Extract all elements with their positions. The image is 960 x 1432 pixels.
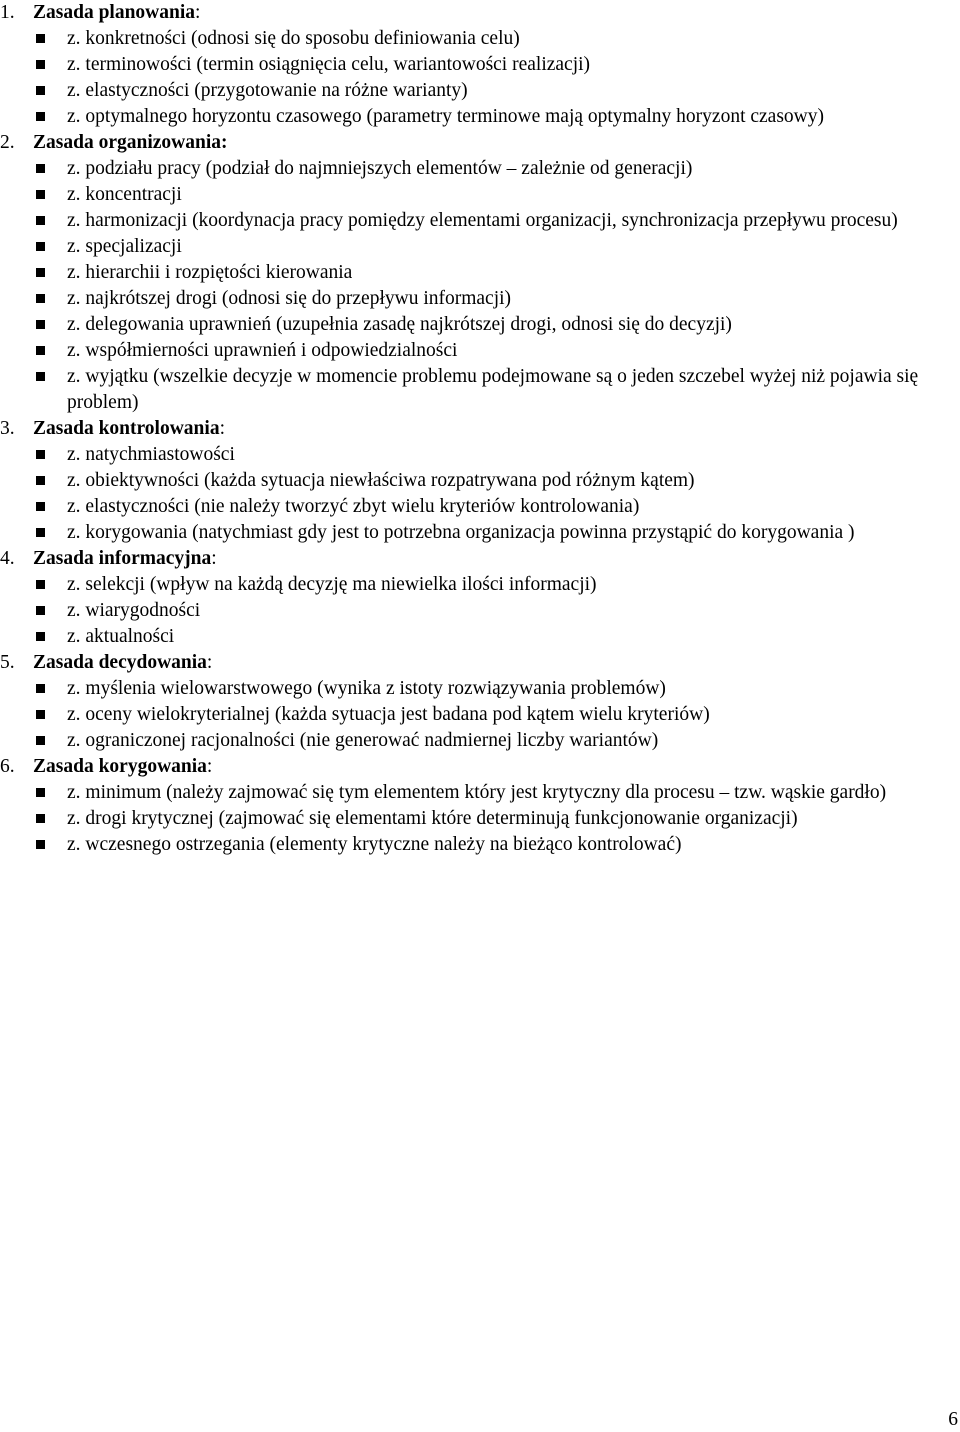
list-item-text: z. elastyczności (nie należy tworzyć zbyt wielu kryteriów kontrolowania) bbox=[67, 496, 640, 517]
section-colon: : bbox=[206, 652, 213, 673]
square-bullet-icon bbox=[36, 34, 45, 43]
section-heading bbox=[0, 754, 960, 780]
list-item-text: z. konkretności (odnosi się do sposobu definiowania celu) bbox=[67, 28, 520, 49]
list-item bbox=[0, 260, 960, 286]
section-number: 4. bbox=[0, 548, 15, 569]
square-bullet-icon bbox=[36, 502, 45, 511]
list-item bbox=[0, 208, 960, 234]
list-item bbox=[0, 832, 960, 858]
square-bullet-icon bbox=[36, 216, 45, 225]
square-bullet-icon bbox=[36, 268, 45, 277]
section-title: Zasada planowania bbox=[33, 2, 196, 23]
square-bullet-icon bbox=[36, 320, 45, 329]
section-title: Zasada organizowania: bbox=[33, 132, 228, 153]
square-bullet-icon bbox=[36, 684, 45, 693]
square-bullet-icon bbox=[36, 372, 45, 381]
section-6 bbox=[0, 754, 960, 858]
section-number: 1. bbox=[0, 2, 15, 23]
list-item-text: z. korygowania (natychmiast gdy jest to potrzebna organizacja powinna przystąpić do korygowania ) bbox=[67, 522, 855, 543]
section-number: 6. bbox=[0, 756, 15, 777]
section-heading bbox=[0, 650, 960, 676]
square-bullet-icon bbox=[36, 60, 45, 69]
square-bullet-icon bbox=[36, 710, 45, 719]
list-item bbox=[0, 104, 960, 130]
section-title: Zasada korygowania bbox=[33, 756, 207, 777]
section-2 bbox=[0, 130, 960, 416]
section-colon: : bbox=[219, 418, 225, 439]
square-bullet-icon bbox=[36, 736, 45, 745]
list-item-text: z. wczesnego ostrzegania (elementy krytyczne należy na bieżąco kontrolować) bbox=[67, 834, 682, 855]
section-title: Zasada decydowania bbox=[33, 652, 207, 673]
list-item-text: z. wiarygodności bbox=[67, 600, 201, 621]
list-item-text: z. ograniczonej racjonalności (nie generować nadmiernej liczby wariantów) bbox=[67, 730, 659, 751]
list-item bbox=[0, 494, 960, 520]
square-bullet-icon bbox=[36, 190, 45, 199]
list-item bbox=[0, 598, 960, 624]
square-bullet-icon bbox=[36, 632, 45, 641]
list-item-text: z. najkrótszej drogi (odnosi się do przepływu informacji) bbox=[67, 288, 512, 309]
list-item-text: z. natychmiastowości bbox=[67, 444, 235, 465]
list-item-text: z. myślenia wielowarstwowego (wynika z istoty rozwiązywania problemów) bbox=[67, 678, 666, 699]
list-item-text: z. delegowania uprawnień (uzupełnia zasadę najkrótszej drogi, odnosi się do decyzji) bbox=[67, 314, 732, 335]
list-item-text: z. drogi krytycznej (zajmować się elementami które determinują funkcjonowanie organizacji) bbox=[67, 808, 798, 829]
square-bullet-icon bbox=[36, 606, 45, 615]
square-bullet-icon bbox=[36, 164, 45, 173]
list-item-text: z. selekcji (wpływ na każdą decyzję ma niewielka ilości informacji) bbox=[67, 574, 597, 595]
section-colon: : bbox=[211, 548, 217, 569]
list-item-text: z. aktualności bbox=[67, 626, 175, 647]
principle-list bbox=[0, 442, 960, 546]
section-title: Zasada kontrolowania bbox=[33, 418, 220, 439]
list-item bbox=[0, 442, 960, 468]
section-heading bbox=[0, 130, 960, 156]
section-1 bbox=[0, 0, 960, 130]
section-4 bbox=[0, 546, 960, 650]
list-item bbox=[0, 676, 960, 702]
list-item-text: z. podziału pracy (podział do najmniejszych elementów – zależnie od generacji) bbox=[67, 158, 693, 179]
principle-list bbox=[0, 26, 960, 130]
square-bullet-icon bbox=[36, 86, 45, 95]
section-title: Zasada informacyjna bbox=[33, 548, 212, 569]
section-3 bbox=[0, 416, 960, 546]
section-heading bbox=[0, 416, 960, 442]
list-item-text: z. terminowości (termin osiągnięcia celu, wariantowości realizacji) bbox=[67, 54, 591, 75]
page-number: 6 bbox=[948, 1409, 958, 1430]
list-item bbox=[0, 572, 960, 598]
list-item-text: z. koncentracji bbox=[67, 184, 182, 205]
list-item-text: z. harmonizacji (koordynacja pracy pomiędzy elementami organizacji, synchronizacja przepływu procesu) bbox=[67, 210, 898, 231]
section-colon: : bbox=[195, 2, 201, 23]
square-bullet-icon bbox=[36, 476, 45, 485]
square-bullet-icon bbox=[36, 450, 45, 459]
square-bullet-icon bbox=[36, 580, 45, 589]
list-item-text: z. współmierności uprawnień i odpowiedzialności bbox=[67, 340, 458, 361]
square-bullet-icon bbox=[36, 788, 45, 797]
list-item bbox=[0, 182, 960, 208]
list-item bbox=[0, 364, 960, 416]
square-bullet-icon bbox=[36, 242, 45, 251]
list-item bbox=[0, 338, 960, 364]
list-item bbox=[0, 78, 960, 104]
list-item-text: z. obiektywności (każda sytuacja niewłaściwa rozpatrywana pod różnym kątem) bbox=[67, 470, 695, 491]
section-number: 3. bbox=[0, 418, 15, 439]
principle-list bbox=[0, 780, 960, 858]
section-number: 5. bbox=[0, 652, 15, 673]
list-item bbox=[0, 624, 960, 650]
list-item bbox=[0, 52, 960, 78]
section-number: 2. bbox=[0, 132, 15, 153]
list-item-text: z. elastyczności (przygotowanie na różne warianty) bbox=[67, 80, 468, 101]
list-item-text: z. optymalnego horyzontu czasowego (parametry terminowe mają optymalny horyzont czasowy) bbox=[67, 106, 824, 127]
list-item-text: z. hierarchii i rozpiętości kierowania bbox=[67, 262, 353, 283]
list-item bbox=[0, 728, 960, 754]
list-item-text: z. oceny wielokryterialnej (każda sytuacja jest badana pod kątem wielu kryteriów) bbox=[67, 704, 710, 725]
list-item bbox=[0, 156, 960, 182]
list-item bbox=[0, 780, 960, 806]
square-bullet-icon bbox=[36, 840, 45, 849]
list-item-text: z. specjalizacji bbox=[67, 236, 182, 257]
square-bullet-icon bbox=[36, 528, 45, 537]
list-item bbox=[0, 234, 960, 260]
square-bullet-icon bbox=[36, 294, 45, 303]
list-item bbox=[0, 468, 960, 494]
list-item bbox=[0, 806, 960, 832]
principle-list bbox=[0, 572, 960, 650]
list-item bbox=[0, 312, 960, 338]
list-item bbox=[0, 702, 960, 728]
list-item-text: z. wyjątku (wszelkie decyzje w momencie problemu podejmowane są o jeden szczebel wyżej niż pojawia się problem) bbox=[67, 366, 919, 413]
list-item-text: z. minimum (należy zajmować się tym elementem który jest krytyczny dla procesu – tzw. wąskie gardło) bbox=[67, 782, 887, 803]
section-colon: : bbox=[206, 756, 213, 777]
list-item bbox=[0, 520, 960, 546]
section-5 bbox=[0, 650, 960, 754]
square-bullet-icon bbox=[36, 814, 45, 823]
section-heading bbox=[0, 546, 960, 572]
list-item bbox=[0, 286, 960, 312]
list-item bbox=[0, 26, 960, 52]
square-bullet-icon bbox=[36, 112, 45, 121]
principle-list bbox=[0, 676, 960, 754]
principle-list bbox=[0, 156, 960, 416]
section-heading bbox=[0, 0, 960, 26]
square-bullet-icon bbox=[36, 346, 45, 355]
